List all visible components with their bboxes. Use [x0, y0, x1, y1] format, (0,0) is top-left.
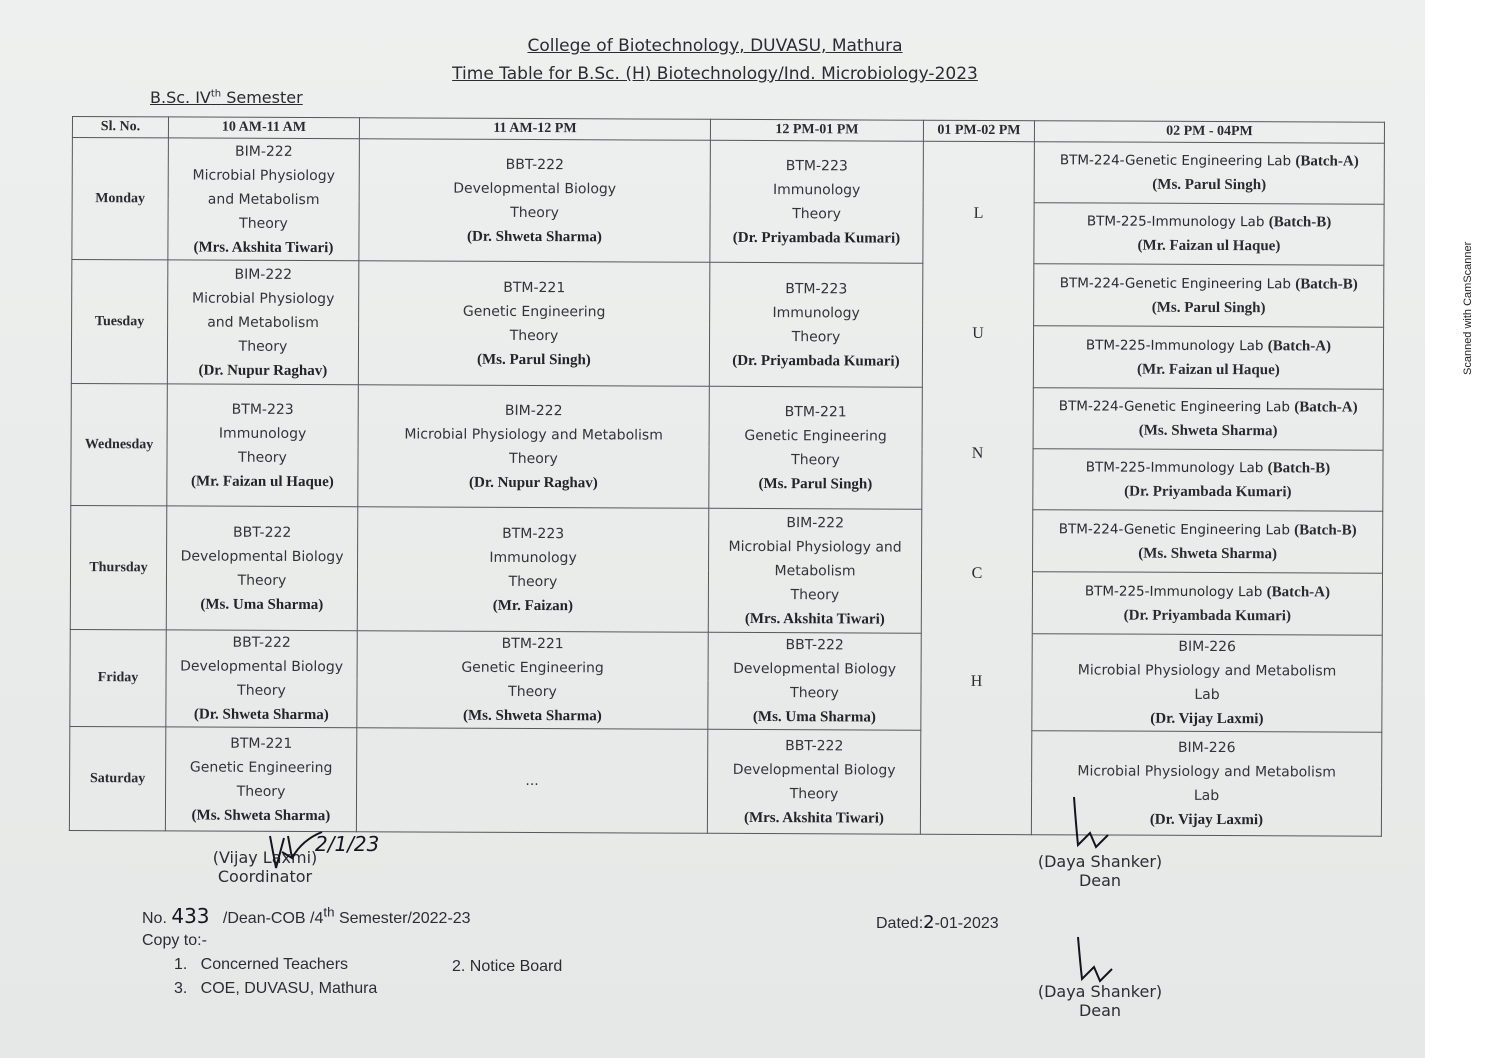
- col-02pm: 02 PM - 04PM: [1034, 121, 1384, 144]
- semester-suffix: Semester: [221, 88, 303, 107]
- lab-batch-cell: [1034, 142, 1384, 205]
- subject-line: BBT-222: [785, 737, 844, 754]
- lunch-letter: N: [971, 444, 984, 462]
- lab-line: Lab: [1194, 686, 1220, 704]
- subject-line: BBT-222: [505, 156, 564, 173]
- row-thursday: [71, 505, 1383, 573]
- subject-line: Theory: [237, 682, 286, 699]
- teacher-name: (Dr. Priyambada Kumari): [732, 352, 900, 370]
- subject-line: Microbial Physiology and Metabolism: [404, 425, 663, 444]
- dean-signature-2: [1070, 935, 1130, 985]
- copy-item-2: 2. Notice Board: [452, 958, 563, 975]
- dean-signature-1: [1068, 795, 1128, 855]
- subject-line: Immunology: [772, 181, 861, 198]
- teacher-name: (Ms. Shweta Sharma): [191, 807, 331, 824]
- lab-batch-cell: [1034, 203, 1384, 266]
- subject-line: Theory: [510, 204, 559, 221]
- subject-line: Immunology: [489, 549, 577, 566]
- slot-10am: [167, 260, 359, 385]
- lab-batch-cell: [1033, 326, 1383, 390]
- subject-line: Theory: [790, 685, 839, 702]
- subject-line: Theory: [790, 586, 840, 603]
- lab-batch: (Batch-B): [1295, 275, 1358, 293]
- col-slno: Sl. No.: [72, 117, 168, 138]
- slot-11am: [358, 385, 710, 509]
- lunch-letter: L: [973, 204, 984, 222]
- col-12pm: 12 PM-01 PM: [710, 119, 923, 141]
- subject-line: BTM-221: [784, 403, 847, 420]
- lab-batch: (Batch-A): [1267, 337, 1332, 354]
- reference-line: [142, 904, 471, 928]
- slot-11am: [357, 631, 708, 730]
- subject-line: BIM-222: [235, 143, 293, 160]
- subject-line: BTM-223: [502, 525, 565, 542]
- teacher-name: (Mrs. Akshita Tiwari): [743, 809, 884, 827]
- subject-line: BIM-222: [786, 514, 845, 531]
- subject-line: BTM-223: [785, 157, 848, 174]
- slot-10am: [167, 384, 359, 507]
- subject-line: BTM-223: [785, 280, 848, 297]
- dean-name-2: (Daya Shanker): [1037, 982, 1163, 1001]
- lab-teacher: (Ms. Shweta Sharma): [1138, 422, 1278, 440]
- lab-line: BIM-226: [1178, 638, 1237, 656]
- lab-teacher: (Ms. Shweta Sharma): [1138, 545, 1278, 562]
- subject-line: Genetic Engineering: [744, 427, 887, 445]
- lab-course-name: BTM-224-Genetic Engineering Lab: [1058, 520, 1290, 538]
- lab-course: [1038, 333, 1379, 358]
- ref-sup: th: [323, 904, 335, 920]
- subject-line: BTM-223: [231, 401, 294, 418]
- coordinator-role: Coordinator: [217, 867, 313, 886]
- lab-course: [1038, 394, 1379, 419]
- slot-12pm: [709, 262, 923, 387]
- lab-teacher: (Dr. Priyambada Kumari): [1123, 607, 1292, 624]
- lunch-letters: [921, 142, 1034, 826]
- row-monday: [72, 138, 1384, 205]
- subject-line: BIM-222: [234, 266, 293, 283]
- subject-line: Immunology: [218, 425, 307, 442]
- lab-course-name: BTM-225-Immunology Lab: [1084, 582, 1263, 600]
- slot-12pm: [708, 508, 922, 633]
- subject-line: Theory: [789, 785, 839, 802]
- teacher-name: (Dr. Nupur Raghav): [198, 362, 328, 379]
- dated-day: 2: [923, 912, 935, 933]
- subject-line: Microbial Physiology: [191, 290, 335, 307]
- subject-line: Theory: [238, 449, 287, 466]
- ref-text: /Dean-COB /4: [222, 910, 324, 927]
- timetable-title: Time Table for B.Sc. (H) Biotechnology/Ind. Microbiology-2023: [452, 64, 978, 84]
- lab-teacher: (Ms. Parul Singh): [1151, 299, 1266, 316]
- lab-batch: (Batch-B): [1294, 521, 1357, 539]
- lab-course: [1038, 209, 1379, 234]
- row-saturday: [70, 726, 1382, 784]
- day-label: Friday: [70, 629, 166, 726]
- subject-line: Theory: [508, 573, 558, 590]
- dated-label: Dated:: [876, 915, 924, 932]
- no-value: 433: [171, 904, 210, 928]
- copy-item-1: 1. Concerned Teachers: [174, 956, 349, 973]
- slot-12pm: [708, 632, 921, 730]
- copy-to-label: Copy to:-: [142, 932, 207, 949]
- semester-sup: th: [210, 88, 222, 100]
- dated-line: [876, 912, 999, 933]
- row-friday: [70, 629, 1382, 683]
- timetable-body: [69, 138, 1384, 837]
- semester-prefix: B.Sc. IV: [150, 88, 211, 107]
- slot-11am: [357, 507, 709, 633]
- subject-line: Microbial Physiology and: [728, 538, 902, 556]
- lab-batch: (Batch-B): [1267, 460, 1331, 477]
- day-label: Thursday: [70, 505, 167, 629]
- teacher-name: (Ms. Uma Sharma): [752, 708, 876, 726]
- lab-teacher: (Ms. Parul Singh): [1152, 176, 1267, 194]
- row-wednesday: [71, 383, 1383, 450]
- subject-line: BTM-221: [503, 279, 566, 296]
- subject-line: Theory: [791, 451, 840, 468]
- dean-role-1: Dean: [1078, 871, 1122, 890]
- lab-course-name: BTM-224-Genetic Engineering Lab: [1059, 152, 1292, 170]
- subject-line: Microbial Physiology: [192, 167, 335, 184]
- row-tuesday: [72, 260, 1384, 328]
- teacher-name: (Dr. Shweta Sharma): [193, 706, 329, 724]
- subject-line: Theory: [792, 205, 841, 222]
- lab-batch: (Batch-A): [1295, 153, 1359, 170]
- teacher-name: (Ms. Shweta Sharma): [462, 707, 602, 725]
- lab-course: [1039, 148, 1380, 173]
- col-11am: 11 AM-12 PM: [359, 118, 710, 141]
- teacher-name: (Dr. Nupur Raghav): [468, 474, 598, 491]
- coordinator-date: 2/1/23: [315, 832, 380, 856]
- lab-teacher: (Dr. Priyambada Kumari): [1124, 483, 1292, 501]
- lab-course-name: BTM-225-Immunology Lab: [1085, 459, 1264, 477]
- no-label: No.: [142, 910, 167, 927]
- lab-course: [1038, 271, 1379, 296]
- lab-course: [1037, 455, 1378, 480]
- teacher-name: (Ms. Parul Singh): [758, 475, 873, 492]
- day-label: Monday: [72, 138, 169, 260]
- subject-line: Theory: [238, 338, 288, 355]
- timetable: [69, 116, 1385, 837]
- subject-line: Theory: [509, 327, 559, 344]
- day-label: Saturday: [69, 726, 165, 830]
- lab-cell: [1032, 634, 1382, 733]
- lab-line: Microbial Physiology and Metabolism: [1077, 662, 1337, 680]
- teacher-name: (Ms. Uma Sharma): [200, 596, 324, 613]
- subject-line: Theory: [791, 328, 841, 345]
- slot-11am: [359, 139, 711, 263]
- lab-teacher: (Mr. Faizan ul Haque): [1136, 361, 1280, 378]
- teacher-name: (Ms. Parul Singh): [477, 351, 591, 368]
- subject-line: Developmental Biology: [180, 547, 344, 565]
- lab-course-name: BTM-224-Genetic Engineering Lab: [1058, 398, 1291, 416]
- subject-line: BIM-222: [504, 402, 563, 419]
- col-10am: 10 AM-11 AM: [168, 117, 359, 139]
- scanner-watermark: Scanned with CamScanner: [1462, 241, 1474, 375]
- dean-role-2: Dean: [1078, 1001, 1122, 1020]
- subject-line: BTM-221: [230, 735, 293, 752]
- teacher-name: (Mr. Faizan): [492, 597, 574, 614]
- lab-teacher: (Dr. Vijay Laxmi): [1150, 710, 1264, 728]
- lunch-letter: H: [970, 672, 983, 690]
- slot-12pm: [709, 386, 923, 509]
- day-label: Wednesday: [71, 383, 168, 505]
- lab-teacher: (Dr. Vijay Laxmi): [1149, 811, 1264, 828]
- lunch-letter: U: [972, 324, 984, 342]
- slot-10am: [166, 506, 358, 631]
- subject-line: BBT-222: [233, 524, 292, 541]
- day-label: Tuesday: [71, 260, 168, 384]
- lab-batch-cell: [1033, 388, 1383, 451]
- coordinator-name: (Vijay Laxmi): [212, 848, 318, 867]
- slot-11am: [358, 261, 710, 387]
- lab-teacher: (Mr. Faizan ul Haque): [1137, 237, 1281, 255]
- subject-line: Theory: [236, 783, 286, 800]
- slot-10am: [165, 727, 356, 832]
- subject-line: BTM-221: [501, 635, 564, 653]
- lunch-break: [920, 141, 1034, 834]
- subject-line: Immunology: [772, 304, 860, 321]
- subject-line: and Metabolism: [207, 314, 319, 331]
- lab-batch: (Batch-A): [1266, 583, 1331, 600]
- subject-line: Metabolism: [774, 562, 856, 579]
- lunch-letter: C: [971, 564, 983, 582]
- teacher-name: (Mrs. Akshita Tiwari): [744, 610, 885, 628]
- lab-batch-cell: [1034, 264, 1384, 328]
- dated-rest: -01-2023: [934, 915, 999, 932]
- lab-batch: (Batch-A): [1294, 399, 1358, 416]
- subject-line: and Metabolism: [207, 191, 320, 208]
- subject-line: Theory: [237, 572, 287, 589]
- subject-line: BBT-222: [232, 634, 291, 651]
- semester-label: [150, 88, 303, 107]
- lab-batch: (Batch-B): [1268, 214, 1332, 231]
- subject-line: Developmental Biology: [732, 761, 896, 779]
- subject-line: Genetic Engineering: [189, 759, 333, 776]
- lab-line: BIM-226: [1177, 739, 1236, 756]
- lab-batch-cell: [1033, 510, 1383, 574]
- slot-12pm: [710, 140, 924, 263]
- dean-block-2: [1030, 982, 1170, 1020]
- lab-batch-cell: [1032, 572, 1382, 636]
- slot-10am: [166, 630, 357, 728]
- slot-12pm: [707, 729, 920, 834]
- subject-line: Developmental Biology: [180, 658, 344, 676]
- teacher-name: (Mrs. Akshita Tiwari): [193, 239, 334, 256]
- subject-line: Developmental Biology: [453, 180, 617, 197]
- lab-course-name: BTM-224-Genetic Engineering Lab: [1059, 274, 1292, 292]
- subject-line: ...: [525, 772, 539, 789]
- teacher-name: (Dr. Priyambada Kumari): [732, 229, 901, 247]
- subject-line: Developmental Biology: [733, 660, 897, 678]
- dean-block-1: [1030, 852, 1170, 890]
- subject-line: Theory: [508, 683, 557, 701]
- col-01pm: 01 PM-02 PM: [923, 120, 1034, 141]
- lab-course: [1037, 579, 1378, 604]
- lab-course: [1037, 517, 1378, 542]
- college-title: College of Biotechnology, DUVASU, Mathura: [527, 36, 903, 56]
- lab-course-name: BTM-225-Immunology Lab: [1085, 336, 1264, 354]
- lab-line: Microbial Physiology and Metabolism: [1077, 762, 1336, 781]
- subject-line: BBT-222: [785, 637, 844, 654]
- dean-name-1: (Daya Shanker): [1037, 852, 1163, 871]
- slot-10am: [168, 138, 360, 261]
- ref-tail: Semester/2022-23: [334, 910, 471, 927]
- copy-item-3: 3. COE, DUVASU, Mathura: [174, 980, 378, 997]
- subject-line: Theory: [509, 450, 558, 467]
- subject-line: Genetic Engineering: [461, 659, 604, 677]
- teacher-name: (Mr. Faizan ul Haque): [190, 473, 334, 490]
- lab-line: Lab: [1193, 787, 1220, 804]
- subject-line: Theory: [239, 215, 288, 232]
- teacher-name: (Dr. Shweta Sharma): [467, 228, 602, 245]
- lab-batch-cell: [1033, 449, 1383, 512]
- slot-11am: [356, 728, 707, 834]
- lab-course-name: BTM-225-Immunology Lab: [1086, 213, 1265, 231]
- subject-line: Genetic Engineering: [462, 303, 606, 320]
